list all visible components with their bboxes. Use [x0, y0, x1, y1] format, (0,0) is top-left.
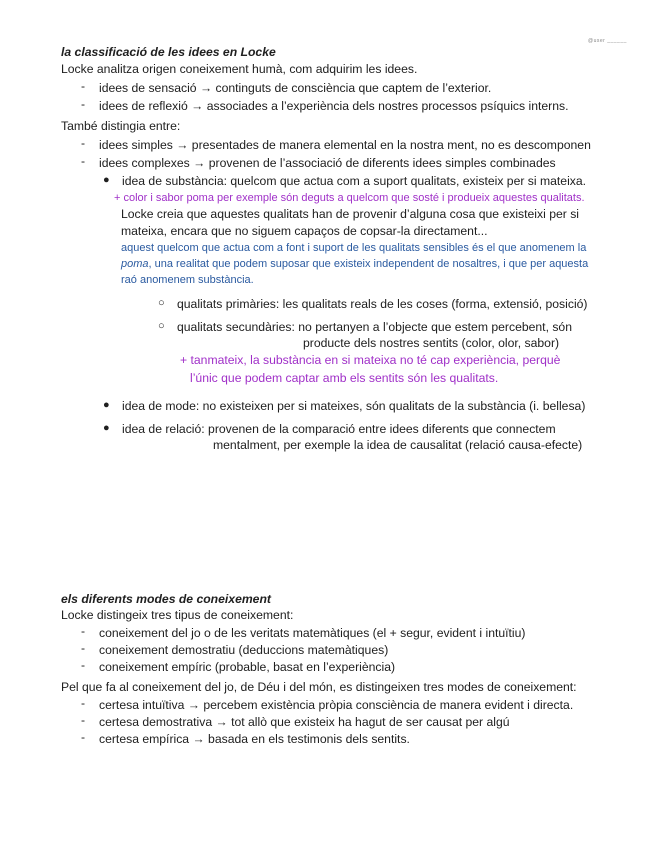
substance-blue-2 [121, 256, 588, 272]
mode-empirical: certesa empírica → basada en els testimonis dels sentits. [99, 732, 410, 746]
knowledge-type-1: coneixement del jo o de les veritats matemàtiques (el + segur, evident i intuïtiu) [99, 626, 526, 640]
mode-demonstrative: certesa demostrativa → tot allò que existeix ha hagut de ser causat per algú [99, 715, 510, 729]
mode-intuitive: certesa intuïtiva → percebem existència pròpia consciència de manera evident i directa. [99, 698, 574, 712]
circle-bullet-icon: ○ [158, 297, 165, 309]
bullet-icon: ● [103, 399, 110, 411]
substance-blue-2-rest: , una realitat que podem suposar que existeix independent de nosaltres, i que per aquesta [148, 258, 589, 270]
primary-qualities: qualitats primàries: les qualitats reals de les coses (forma, extensió, posició) [177, 297, 588, 311]
substance-blue-1: aquest quelcom que actua com a font i suport de les qualitats sensibles és el que anomenem la [121, 242, 587, 254]
dash-marker: - [81, 154, 86, 168]
bullet-icon: ● [103, 174, 110, 186]
purple-note-1: + tanmateix, la substància en si mateixa no té cap experiència, perquè [180, 353, 561, 367]
modes-intro: Pel que fa al coneixement del jo, de Déu i del món, es distingeixen tres modes de coneixement: [61, 680, 577, 694]
substance-locke-1: Locke creia que aquestes qualitats han de provenir d’alguna cosa que existeixi per si [121, 207, 579, 221]
dash-marker: - [81, 730, 86, 744]
dash-marker: - [81, 79, 86, 93]
section1-intro: Locke analitza origen coneixement humà, com adquirim les idees. [61, 62, 418, 76]
dash-marker: - [81, 136, 86, 150]
purple-note-2: l’únic que podem captar amb els sentits són les qualitats. [190, 371, 499, 385]
section1-title: la classificació de les idees en Locke [61, 45, 276, 59]
idea-relation-1: idea de relació: provenen de la comparació entre idees diferents que connectem [122, 422, 556, 436]
section2-intro: Locke distingeix tres tipus de coneixement: [61, 608, 294, 622]
idea-mode: idea de mode: no existeixen per si mateixes, són qualitats de la substància (i. bellesa) [122, 399, 586, 413]
idea-relation-2: mentalment, per exemple la idea de causalitat (relació causa-efecte) [213, 438, 583, 452]
dash-marker: - [81, 696, 86, 710]
dash-marker: - [81, 658, 86, 672]
bullet-icon: ● [103, 422, 110, 434]
substance-blue-3: raó anomenem substància. [121, 274, 254, 286]
dash-marker: - [81, 713, 86, 727]
circle-bullet-icon: ○ [158, 320, 165, 332]
knowledge-type-2: coneixement demostratiu (deduccions matemàtiques) [99, 643, 389, 657]
secondary-qualities-1: qualitats secundàries: no pertanyen a l’objecte que estem percebent, són [177, 320, 572, 334]
dash-marker: - [81, 97, 86, 111]
idea-type-complex: idees complexes → provenen de l’associació de diferents idees simples combinades [99, 156, 556, 170]
origin-item-1: idees de sensació → continguts de consciència que captem de l’exterior. [99, 81, 492, 95]
distinguish-text: També distingia entre: [61, 119, 181, 133]
corner-note: @user ______ [588, 38, 627, 44]
dash-marker: - [81, 624, 86, 638]
poma-italic: poma [121, 258, 149, 270]
dash-marker: - [81, 641, 86, 655]
substance-label: idea de substància: quelcom que actua com a suport qualitats, existeix per si mateixa. [122, 174, 587, 188]
secondary-qualities-2: producte dels nostres sentits (color, olor, sabor) [303, 336, 560, 350]
idea-type-simple: idees simples → presentades de manera elemental en la nostra ment, no es descomponen [99, 138, 591, 152]
section2-title: els diferents modes de coneixement [61, 592, 271, 606]
knowledge-type-3: coneixement empíric (probable, basat en l’experiència) [99, 660, 396, 674]
substance-locke-2: mateixa, encara que no siguem capaços de copsar-la directament... [121, 224, 488, 238]
substance-note: + color i sabor poma per exemple són deguts a quelcom que sosté i produeix aquestes qualitats. [114, 192, 585, 204]
origin-item-2: idees de reflexió → associades a l’experiència dels nostres processos psíquics interns. [99, 99, 569, 113]
